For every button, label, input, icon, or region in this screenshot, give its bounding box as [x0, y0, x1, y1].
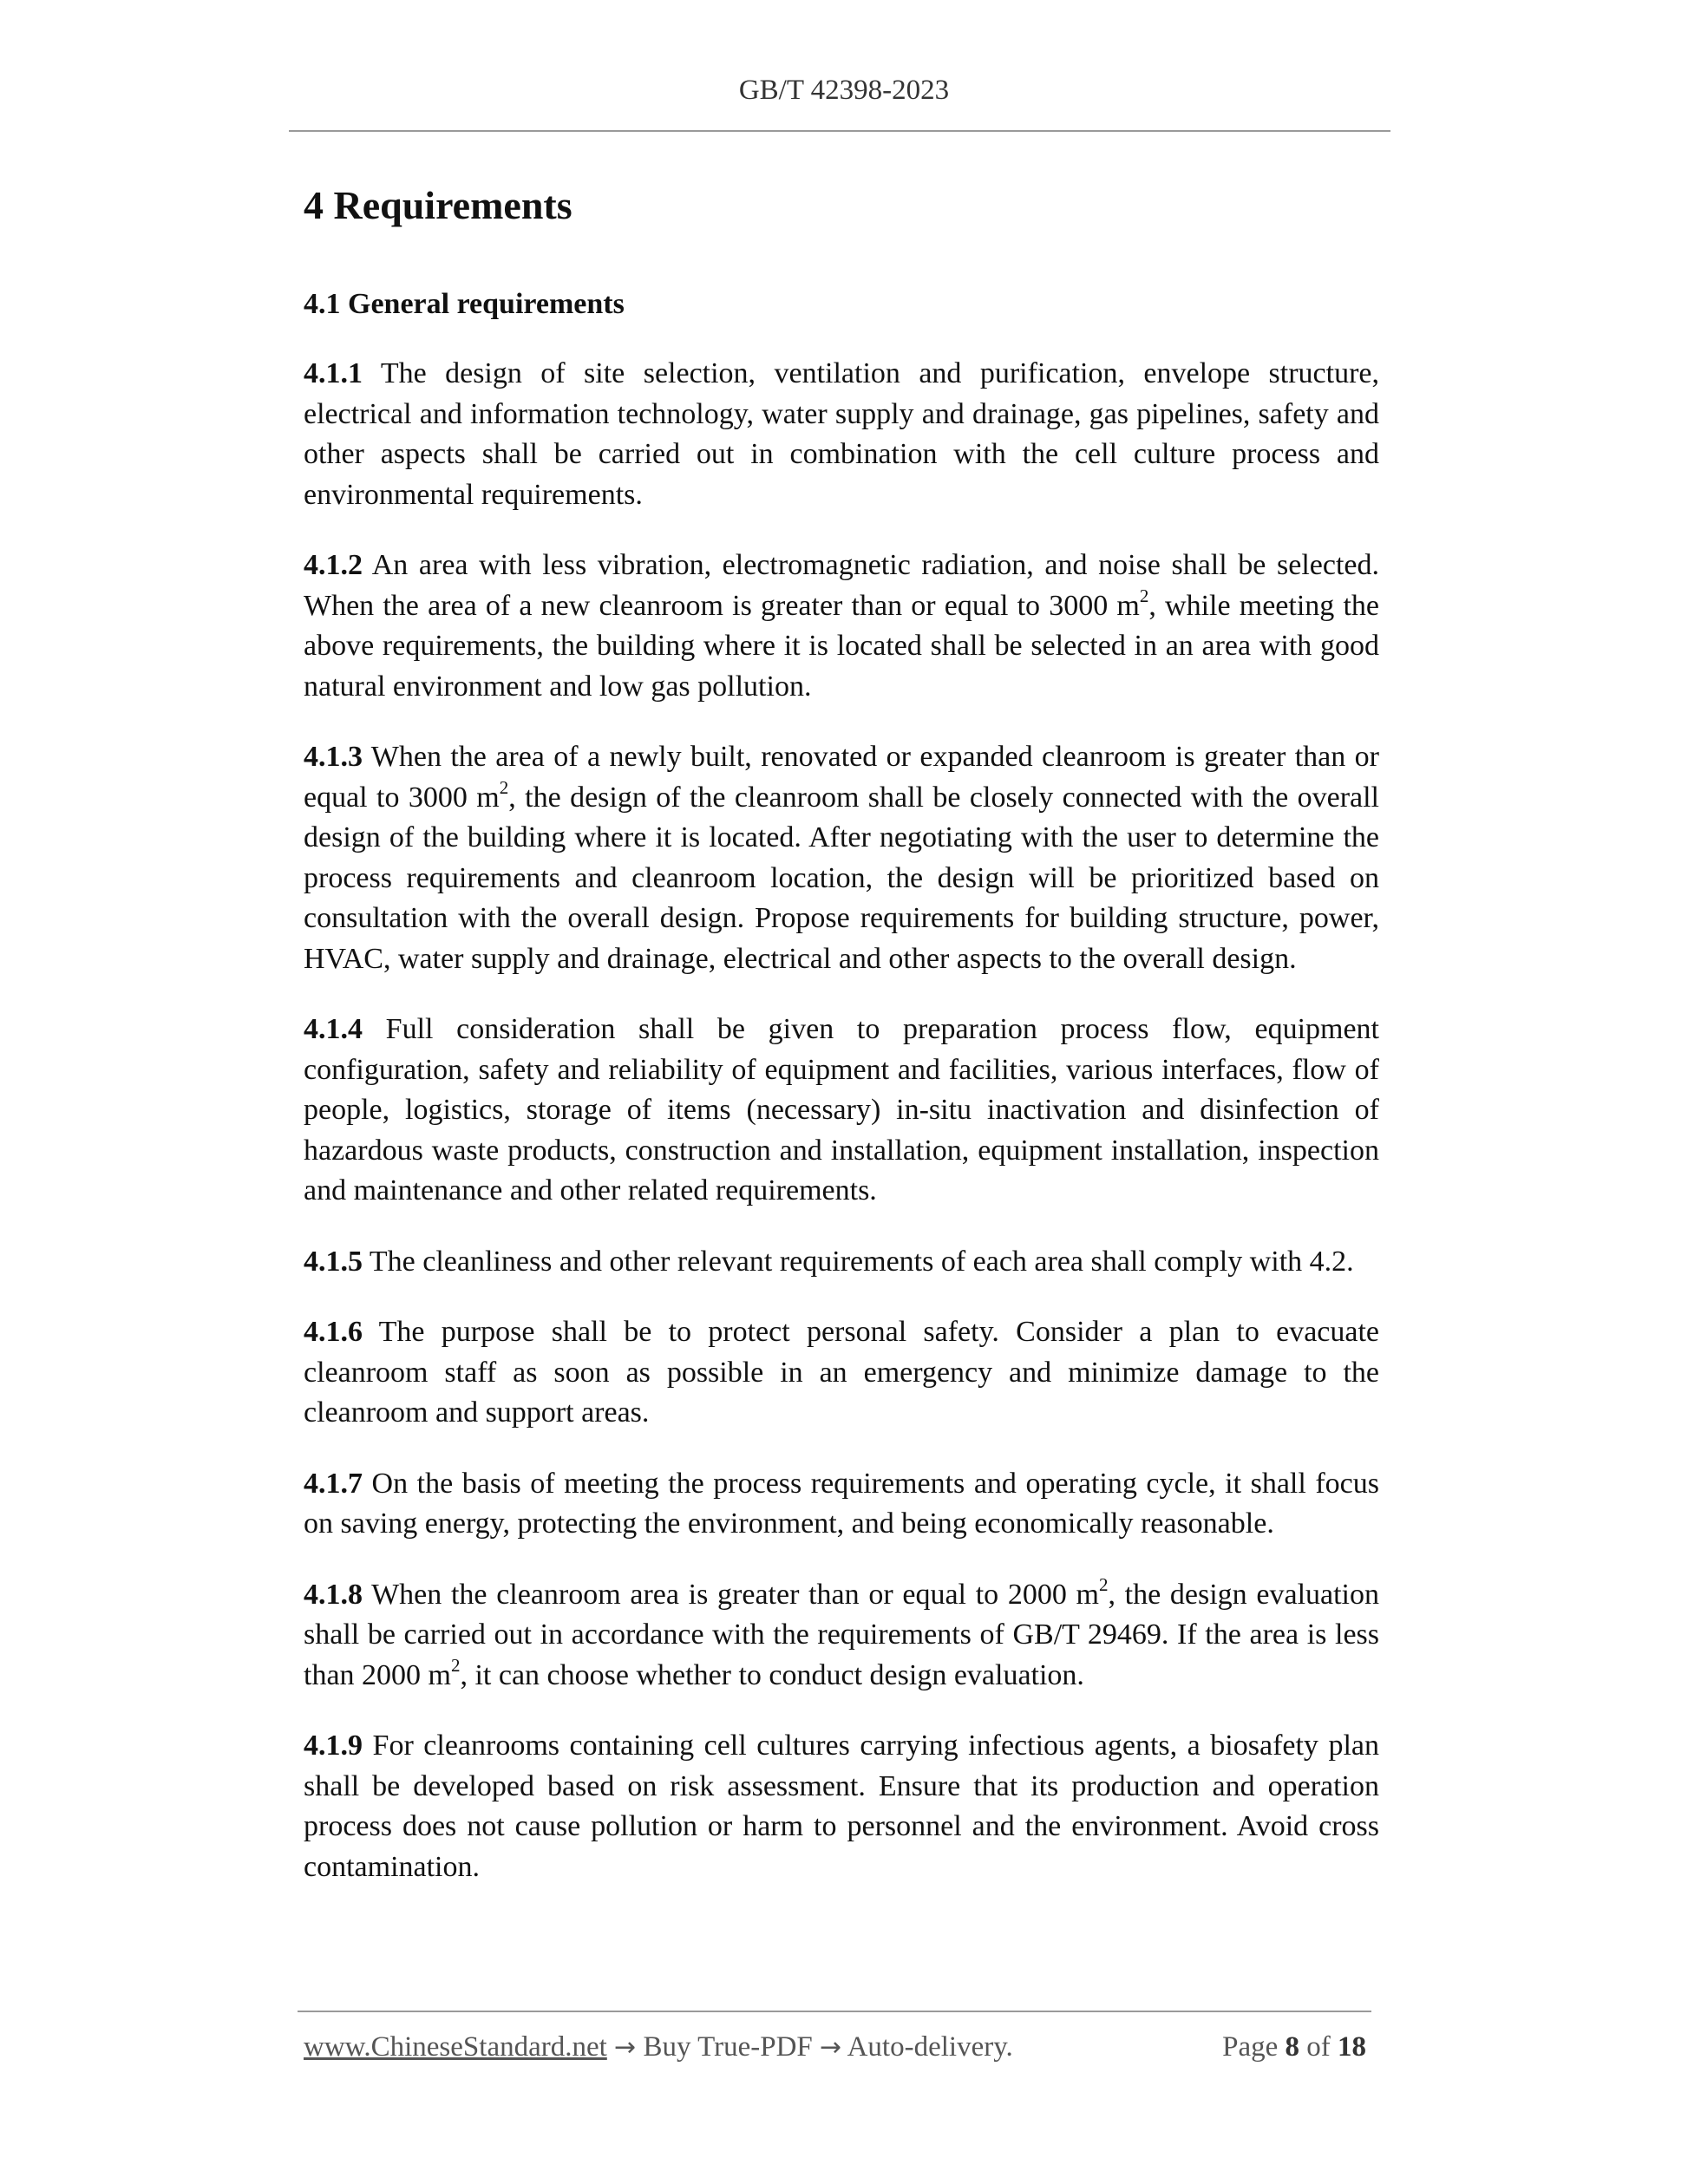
clause-4-1-5	[304, 1242, 1379, 1283]
clause-text: When the area of a newly built, renovated or expanded cleanroom is greater than or equal to 3000 m	[304, 741, 1379, 814]
clause-text: The purpose shall be to protect personal safety. Consider a plan to evacuate cleanroom staff as soon as possible in an emergency and minimize damage to the cleanroom and support areas.	[304, 1316, 1379, 1429]
clause-number: 4.1.3	[304, 741, 363, 773]
clause-4-1-9	[304, 1726, 1379, 1887]
document-standard-number: GB/T 42398-2023	[738, 75, 950, 106]
clause-text: , while meeting the above requirements, the building where it is located shall be selected in an area with good natural environment and low gas pollution.	[304, 589, 1379, 703]
auto-delivery-text: Auto-delivery.	[847, 2031, 1013, 2063]
clause-number: 4.1.6	[304, 1316, 363, 1348]
page-total: 18	[1338, 2031, 1366, 2063]
clause-text: The design of site selection, ventilation and purification, envelope structure, electrical and information technology, water supply and drainage, gas pipelines, safety and other aspects shall be carried out in combination with the cell culture process and environmental requirements.	[304, 357, 1379, 511]
page-of-label: of	[1306, 2031, 1331, 2063]
clause-text: An area with less vibration, electromagnetic radiation, and noise shall be selected. When the area of a new cleanroom is greater than or equal to 3000 m	[304, 549, 1379, 622]
clause-number: 4.1.2	[304, 549, 363, 581]
clause-number: 4.1.5	[304, 1245, 363, 1278]
clause-4-1-4	[304, 1010, 1379, 1212]
superscript: 2	[1139, 585, 1149, 606]
clause-4-1-8	[304, 1575, 1379, 1697]
superscript: 2	[450, 1654, 461, 1676]
page-indicator	[1222, 2031, 1366, 2063]
clause-text: For cleanrooms containing cell cultures carrying infectious agents, a biosafety plan shall be developed based on risk assessment. Ensure that its production and operation process does not cause pollution or harm to personnel and the environment. Avoid cross contamination.	[304, 1730, 1379, 1883]
clause-number: 4.1.4	[304, 1013, 363, 1045]
buy-pdf-text: Buy True-PDF	[643, 2031, 813, 2063]
page-current: 8	[1285, 2031, 1299, 2063]
clause-4-1-3	[304, 737, 1379, 979]
clause-number: 4.1.7	[304, 1467, 363, 1500]
clause-number: 4.1.8	[304, 1578, 363, 1611]
subsection-title: 4.1 General requirements	[304, 288, 625, 320]
footer-divider	[298, 2011, 1371, 2012]
clause-4-1-6	[304, 1312, 1379, 1434]
clause-text: The cleanliness and other relevant requirements of each area shall comply with 4.2.	[363, 1245, 1354, 1278]
page-label: Page	[1222, 2031, 1279, 2063]
section-title: 4 Requirements	[304, 183, 572, 227]
clause-text: Full consideration shall be given to preparation process flow, equipment configuration, safety and reliability of equipment and facilities, various interfaces, flow of people, logistics, storage of items (necessary) in-situ inactivation and disinfection of hazardous waste products, construction and installation, equipment installation, inspection and maintenance and other related requirements.	[304, 1013, 1379, 1206]
arrow-right-icon: →	[614, 2032, 637, 2063]
clause-text: When the cleanroom area is greater than or equal to 2000 m	[363, 1578, 1099, 1611]
header-divider	[289, 130, 1390, 132]
clause-text: , it can choose whether to conduct design evaluation.	[460, 1658, 1084, 1691]
superscript: 2	[1098, 1573, 1109, 1595]
clause-text: On the basis of meeting the process requirements and operating cycle, it shall focus on saving energy, protecting the environment, and being economically reasonable.	[304, 1467, 1379, 1540]
clause-4-1-7	[304, 1464, 1379, 1545]
clause-number: 4.1.9	[304, 1730, 363, 1762]
clause-number: 4.1.1	[304, 357, 363, 389]
page-footer	[304, 2031, 1366, 2066]
clause-4-1-2	[304, 546, 1379, 707]
arrow-right-icon: →	[820, 2032, 842, 2063]
website-link[interactable]: www.ChineseStandard.net	[304, 2031, 607, 2063]
superscript: 2	[499, 776, 509, 798]
clause-text: , the design evaluation shall be carried out in accordance with the requirements of GB/T 29469. If the area is less than 2000 m	[304, 1578, 1379, 1691]
page-content	[304, 179, 1379, 1918]
clause-text: , the design of the cleanroom shall be closely connected with the overall design of the building where it is located. After negotiating with the user to determine the process requirements and cleanroom location, the design will be prioritized based on consultation with the overall design. Propose requirements for building structure, power, HVAC, water supply and drainage, electrical and other aspects to the overall design.	[304, 781, 1379, 975]
footer-promo	[304, 2031, 1013, 2063]
clause-4-1-1	[304, 354, 1379, 515]
